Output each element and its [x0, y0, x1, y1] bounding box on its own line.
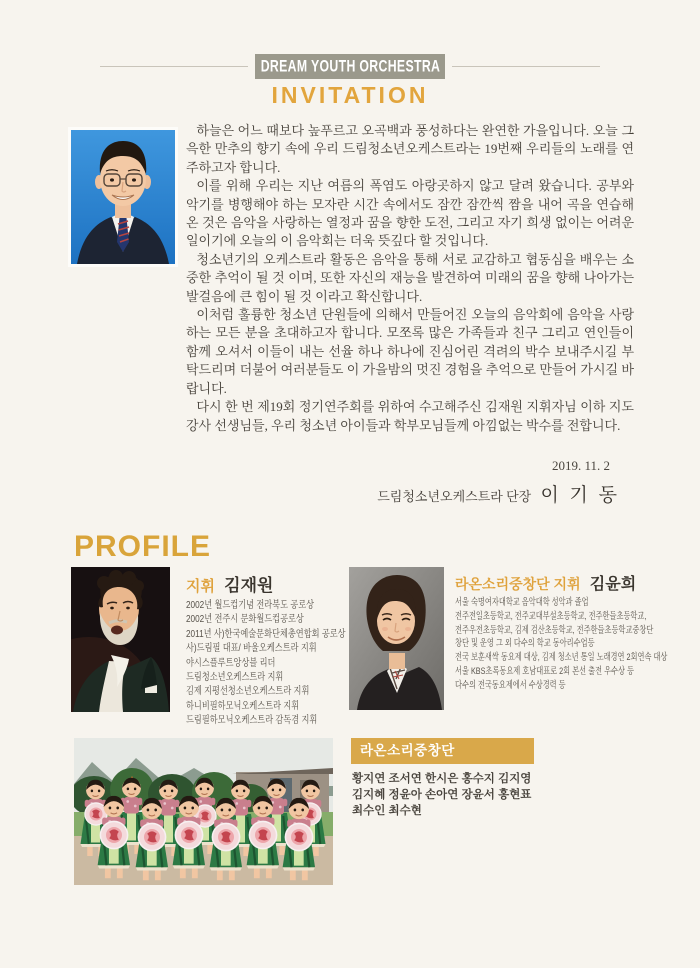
career-item: 사)드림필 대표/ 바울오케스트라 지휘 — [186, 643, 317, 655]
choir-member-list — [352, 772, 531, 819]
career-item: 김제 지평선청소년오케스트라 지휘 — [186, 686, 310, 698]
page-title: INVITATION — [271, 82, 429, 108]
choir-conductor-name: 김윤희 — [589, 576, 637, 593]
choir-conductor-role-label: 라온소리중창단 지휘 — [455, 576, 581, 592]
career-item: 드림청소년오케스트라 지휘 — [186, 672, 284, 684]
choir-group-photo — [74, 738, 333, 885]
career-item: 전주전일초등학교, 전주교대부설초등학교, 전주한들초등학교, — [455, 610, 647, 622]
choir-conductor-title — [455, 571, 636, 594]
career-item: 야시스플루트앙상블 리더 — [186, 657, 276, 669]
header-rule-left — [100, 66, 248, 67]
career-item: 서울 숙명여자대학교 음악대학 성악과 졸업 — [455, 597, 589, 608]
choir-member-line: 황지연 조서연 한시은 홍수지 김지영 — [352, 773, 532, 785]
conductor-name: 김재원 — [224, 576, 274, 595]
orchestra-banner-label: DREAM YOUTH ORCHESTRA — [260, 57, 440, 76]
profile-heading: PROFILE — [74, 530, 212, 563]
career-item: 창단 및 운영 그 외 다수의 학교 동아리수업등 — [455, 638, 595, 650]
invitation-letter — [186, 122, 634, 435]
chairman-portrait-photo — [68, 127, 178, 267]
career-item: 하니비필하모닉오케스트라 지휘 — [186, 700, 300, 712]
letter-paragraph: 이처럼 훌륭한 청소년 단원들에 의해서 만들어진 오늘의 음악회에 음악을 사랑하는 모든 분을 초대하고자 합니다. 모쪼록 많은 가족들과 친구 그리고 연인들이 함께 오셔서 이들이 내는 선율 하나 하나에 진심어린 격려의 박수 보내주시길 부탁드리며 더불어 여러분들도 이 가을밤의 멋진 경험을 추억으로 만들어 가시길 바랍니다. — [186, 307, 634, 396]
career-item: 2002년 월드컵기념 전라북도 공로상 — [186, 600, 315, 611]
letter-paragraph: 이를 위해 우리는 지난 여름의 폭염도 아랑곳하지 않고 달려 왔습니다. 공부와 악기를 병행해야 하는 모자란 시간 속에서도 잠깐 잠깐씩 짬을 내어 곡을 연습해 온 것은 음악을 사랑하는 열정과 꿈을 향한 도전, 그리고 자기 희생 없이는 어려운 일이기에 오늘의 이 음악회는 더욱 뜻깊다 할 것입니다. — [186, 178, 634, 249]
conductor-title — [186, 571, 273, 596]
career-item: 2002년 전주시 문화월드컵공로상 — [186, 614, 304, 626]
signature-line — [186, 480, 620, 507]
chairman-portrait-illustration — [71, 130, 175, 264]
header-rule-right — [452, 66, 600, 67]
conductor-role-label: 지휘 — [186, 578, 215, 595]
choir-name-box: 라온소리중창단 — [351, 738, 534, 764]
career-item: 드림필하모닉오케스트라 감독겸 지휘 — [186, 715, 318, 727]
choir-conductor-illustration — [349, 567, 444, 710]
career-item: 다수의 전국동요제에서 수상경력 등 — [455, 679, 566, 691]
choir-member-line: 김지혜 정윤아 손아연 장윤서 홍현표 — [352, 788, 532, 801]
choir-group-illustration — [74, 738, 333, 885]
signature-name: 이 기 동 — [540, 485, 620, 506]
choir-member-line: 최수인 최수현 — [352, 804, 422, 817]
signature-role: 드림청소년오케스트라 단장 — [377, 489, 532, 504]
conductor-illustration — [71, 567, 170, 712]
choir-conductor-photo — [349, 567, 444, 710]
letter-paragraph: 다시 한 번 제19회 정기연주회를 위하여 수고해주신 김재원 지휘자님 이하 지도강사 선생님들, 우리 청소년 아이들과 학부모님들께 아낌없는 박수를 전합니다. — [186, 399, 634, 433]
letter-date: 2019. 11. 2 — [551, 458, 610, 473]
career-item: 전주우전초등학교, 김제 검산초등학교, 전주한들초등학교중창단 — [455, 624, 654, 636]
letter-paragraph: 하늘은 어느 때보다 높푸르고 오곡백과 풍성하다는 완연한 가을입니다. 오늘 그윽한 만추의 향기 속에 우리 드림청소년오케스트라는 19번째 우리들의 노래를 연주하고자 합니다. — [186, 123, 634, 175]
conductor-photo — [71, 567, 170, 712]
letter-paragraph: 청소년기의 오케스트라 활동은 음악을 통해 서로 교감하고 협동심을 배우는 소중한 추억이 될 것 이며, 또한 자신의 재능을 발견하여 미래의 꿈을 향해 나아가는 발걸음에 큰 힘이 될 것 이라고 확신합니다. — [186, 251, 634, 304]
choir-conductor-career-list — [455, 596, 700, 693]
orchestra-banner — [255, 54, 445, 79]
career-item: 2011년 사)한국예술문화단체총연합회 공로상 — [186, 628, 346, 640]
career-item: 전국 보훈새싹 동요제 대상, 김제 청소년 통일 노래경연 2회연속 대상 — [455, 652, 668, 664]
career-item: 서울 KBS초록동요제 호남대표로 2회 본선 출전 우수상 등 — [455, 665, 634, 677]
